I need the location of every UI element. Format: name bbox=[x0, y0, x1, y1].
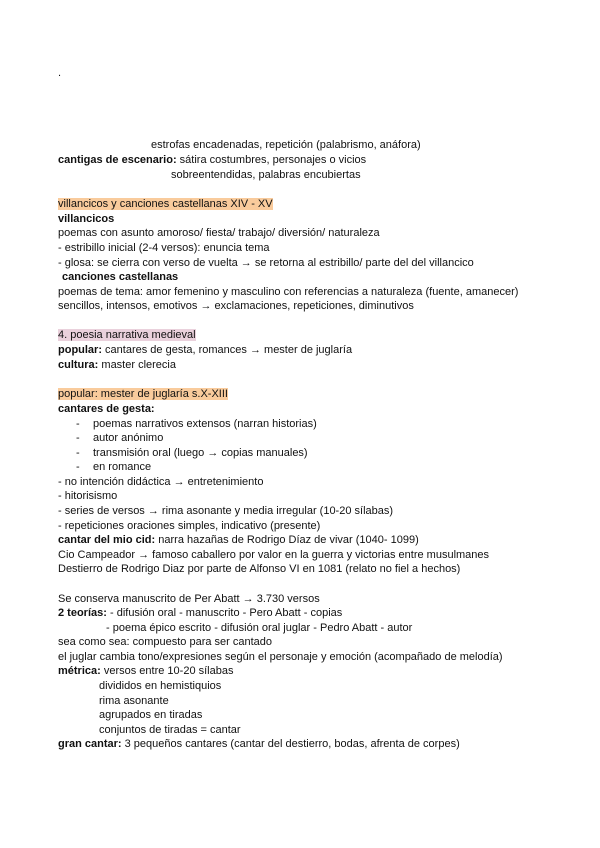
teorias-text: - difusión oral - manuscrito - Pero Abatt - copias bbox=[106, 607, 343, 619]
metrica-item: conjuntos de tiradas = cantar bbox=[99, 724, 241, 736]
gran-cantar-label: gran cantar: bbox=[58, 738, 122, 750]
juglaria-heading-text: popular: mester de juglaría s.X-XIII bbox=[58, 388, 228, 400]
sea-como-sea-line: sea como sea: compuesto para ser cantado bbox=[58, 636, 273, 648]
metrica-label: métrica: bbox=[58, 665, 101, 677]
metrica-item: agrupados en tiradas bbox=[99, 709, 203, 721]
bullet-item: transmisión oral (luego → copias manuales) bbox=[93, 447, 308, 459]
metrica-item: rima asonante bbox=[99, 695, 169, 707]
teorias-line-2: - poema épico escrito - difusión oral juglar - Pedro Abatt - autor bbox=[106, 622, 413, 634]
juglaria-heading bbox=[58, 387, 228, 401]
teorias-line bbox=[58, 606, 342, 620]
narrativa-heading bbox=[58, 328, 196, 342]
bullet-item: poemas narrativos extensos (narran historias) bbox=[93, 418, 317, 430]
metrica-line bbox=[58, 664, 233, 678]
villancicos-line-4: poemas de tema: amor femenino y masculino con referencias a naturaleza (fuente, amanecer) bbox=[58, 286, 519, 298]
villancicos-heading bbox=[58, 197, 273, 211]
villancicos-line-3: - glosa: se cierra con verso de vuelta → se retorna al estribillo/ parte del del villancico bbox=[58, 257, 474, 269]
stray-dot: . bbox=[58, 67, 62, 79]
bullet-dash: - bbox=[76, 418, 80, 430]
canciones-subheading: canciones castellanas bbox=[62, 271, 179, 283]
villancicos-line-5: sencillos, intensos, emotivos → exclamaciones, repeticiones, diminutivos bbox=[58, 300, 414, 312]
cid-label: cantar del mio cid: bbox=[58, 534, 156, 546]
popular-label: popular: bbox=[58, 344, 102, 356]
cultura-text: master clerecia bbox=[98, 359, 176, 371]
bullet-dash: - bbox=[76, 461, 80, 473]
villancicos-subheading: villancicos bbox=[58, 213, 115, 225]
cantigas-text: sátira costumbres, personajes o vicios bbox=[176, 154, 367, 166]
teorias-label: 2 teorías: bbox=[58, 607, 107, 619]
gran-cantar-line bbox=[58, 737, 460, 751]
cid-text: narra hazañas de Rodrigo Díaz de vivar (1040- 1099) bbox=[155, 534, 419, 546]
destierro-line: Destierro de Rodrigo Diaz por parte de Alfonso VI en 1081 (relato no fiel a hechos) bbox=[58, 563, 461, 575]
villancicos-line-2: - estribillo inicial (2-4 versos): enuncia tema bbox=[58, 242, 270, 254]
bullet-dash: - bbox=[76, 432, 80, 444]
juglaria-line-1: - no intención didáctica → entretenimiento bbox=[58, 476, 264, 488]
cultura-label: cultura: bbox=[58, 359, 99, 371]
cio-line: Cio Campeador → famoso caballero por valor en la guerra y victorias entre musulmanes bbox=[58, 549, 490, 561]
juglaria-line-4: - repeticiones oraciones simples, indicativo (presente) bbox=[58, 520, 321, 532]
gran-cantar-text: 3 pequeños cantares (cantar del destierro, bodas, afrenta de corpes) bbox=[121, 738, 460, 750]
sobreentendidas-line: sobreentendidas, palabras encubiertas bbox=[171, 169, 361, 181]
bullet-item: en romance bbox=[93, 461, 152, 473]
popular-text: cantares de gesta, romances → mester de juglaría bbox=[102, 344, 353, 356]
cultura-line bbox=[58, 358, 176, 372]
metrica-item: divididos en hemistiquios bbox=[99, 680, 222, 692]
manuscrito-line: Se conserva manuscrito de Per Abatt → 3.730 versos bbox=[58, 593, 320, 605]
metrica-text: versos entre 10-20 sílabas bbox=[100, 665, 234, 677]
cantigas-line bbox=[58, 153, 366, 167]
cid-line bbox=[58, 533, 419, 547]
bullet-item: autor anónimo bbox=[93, 432, 164, 444]
juglar-line: el juglar cambia tono/expresiones según el personaje y emoción (acompañado de melodía) bbox=[58, 651, 503, 663]
cantares-label: cantares de gesta: bbox=[58, 403, 155, 415]
villancicos-line-1: poemas con asunto amoroso/ fiesta/ trabajo/ diversión/ naturaleza bbox=[58, 227, 380, 239]
estrofas-line: estrofas encadenadas, repetición (palabrismo, anáfora) bbox=[151, 139, 421, 151]
narrativa-heading-text: 4. poesia narrativa medieval bbox=[58, 329, 196, 341]
bullet-dash: - bbox=[76, 447, 80, 459]
juglaria-line-3: - series de versos → rima asonante y media irregular (10-20 sílabas) bbox=[58, 505, 394, 517]
popular-line bbox=[58, 343, 352, 357]
cantigas-label: cantigas de escenario: bbox=[58, 154, 177, 166]
juglaria-line-2: - hitorisismo bbox=[58, 490, 118, 502]
villancicos-heading-text: villancicos y canciones castellanas XIV - XV bbox=[58, 198, 273, 210]
